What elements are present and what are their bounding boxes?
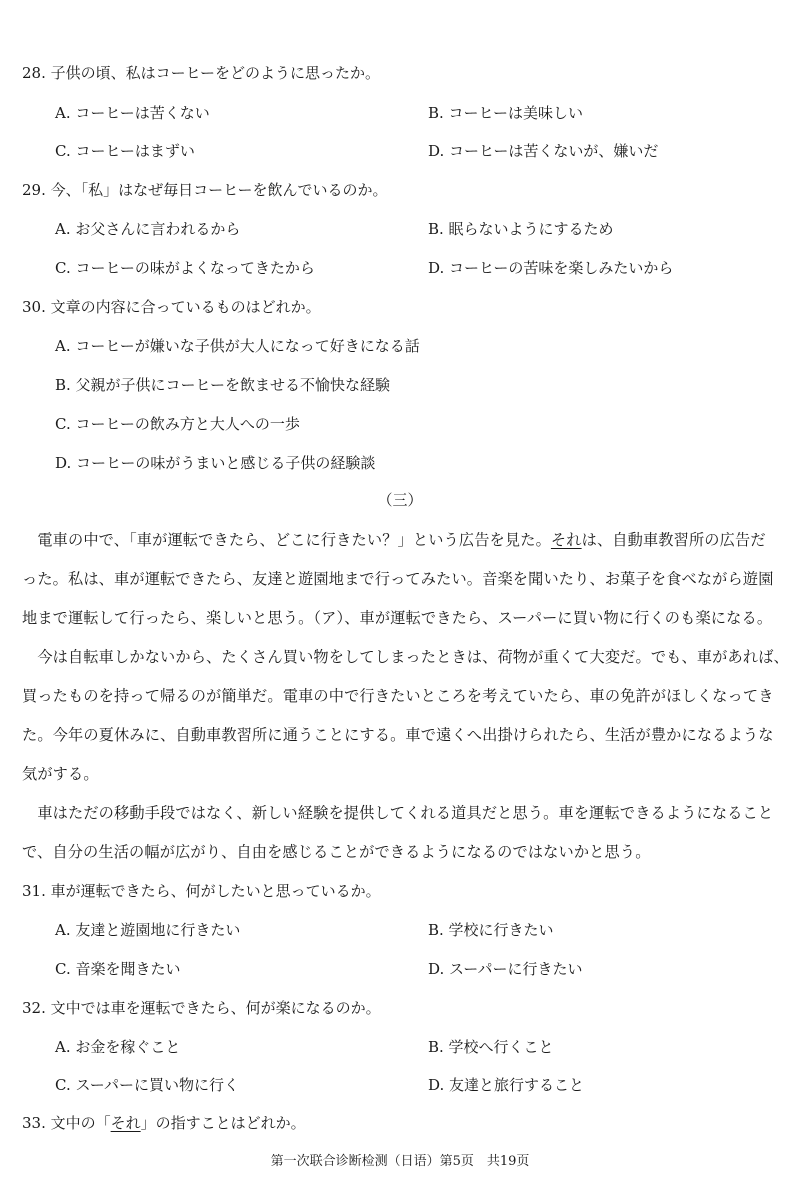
question-text: 」の指すことはどれか。 — [140, 1114, 306, 1132]
question-33 — [22, 1113, 306, 1133]
passage-line — [22, 530, 782, 550]
passage-line: で、自分の生活の幅が広がり、自由を感じることができるようになるのではないかと思う。 — [22, 843, 651, 861]
q32-option-c: C. スーパーに買い物に行く — [55, 1076, 239, 1094]
q29-option-b: B. 眠らないようにするため — [428, 220, 614, 238]
passage-line: た。今年の夏休みに、自動車教習所に通うことにする。車で遠くへ出掛けられたら、生活が豊かになるような — [22, 726, 774, 744]
q32-option-b: B. 学校へ行くこと — [428, 1038, 554, 1056]
passage-line: 気がする。 — [22, 765, 99, 783]
passage-line: 買ったものを持って帰るのが簡単だ。電車の中で行きたいところを考えていたら、車の免許がほしくなってき — [22, 687, 774, 705]
q30-option-c: C. コーヒーの飲み方と大人への一歩 — [55, 415, 300, 433]
question-29: 29. 今、「私」はなぜ毎日コーヒーを飲んでいるのか。 — [22, 181, 388, 199]
q28-option-d: D. コーヒーは苦くないが、嫌いだ — [428, 142, 659, 160]
q31-option-a: A. 友達と遊園地に行きたい — [55, 921, 241, 939]
q31-option-d: D. スーパーに行きたい — [428, 960, 583, 978]
q31-option-b: B. 学校に行きたい — [428, 921, 554, 939]
passage-line: 車はただの移動手段ではなく、新しい経験を提供してくれる道具だと思う。車を運転できるようになること — [22, 804, 774, 822]
question-31: 31. 車が運転できたら、何がしたいと思っているか。 — [22, 882, 381, 900]
q28-option-a: A. コーヒーは苦くない — [55, 104, 210, 122]
passage-text: は、自動車教習所の広告だ — [581, 531, 766, 549]
passage-line: 地まで運転して行ったら、楽しいと思う。（ア）、車が運転できたら、スーパーに買い物に行くのも楽になる。 — [22, 609, 773, 627]
passage-line: 今は自転車しかないから、たくさん買い物をしてしまったときは、荷物が重くて大変だ。でも、車があれば、 — [22, 648, 789, 666]
q31-option-c: C. 音楽を聞きたい — [55, 960, 181, 978]
q30-option-d: D. コーヒーの味がうまいと感じる子供の経験談 — [55, 454, 376, 472]
question-28: 28. 子供の頃、私はコーヒーをどのように思ったか。 — [22, 64, 381, 82]
question-32: 32. 文中では車を運転できたら、何が楽になるのか。 — [22, 999, 381, 1017]
section-title: （三） — [377, 491, 423, 509]
q32-option-d: D. 友達と旅行すること — [428, 1076, 585, 1094]
q29-option-a: A. お父さんに言われるから — [55, 220, 241, 238]
passage-text: 電車の中で、「車が運転できたら、どこに行きたい？」という広告を見た。 — [22, 531, 551, 549]
q30-option-b: B. 父親が子供にコーヒーを飲ませる不愉快な経験 — [55, 376, 390, 394]
q28-option-c: C. コーヒーはまずい — [55, 142, 195, 160]
question-30: 30. 文章の内容に合っているものはどれか。 — [22, 298, 321, 316]
underlined-word-sore: それ — [110, 1114, 141, 1132]
passage-line: った。私は、車が運転できたら、友達と遊園地まで行ってみたい。音楽を聞いたり、お菓子を食べながら遊園 — [22, 570, 774, 588]
q29-option-c: C. コーヒーの味がよくなってきたから — [55, 259, 315, 277]
q32-option-a: A. お金を稼ぐこと — [55, 1038, 181, 1056]
underlined-word-sore: それ — [550, 531, 582, 549]
q30-option-a: A. コーヒーが嫌いな子供が大人になって好きになる話 — [55, 337, 420, 355]
q28-option-b: B. コーヒーは美味しい — [428, 104, 583, 122]
question-text: 33. 文中の「 — [22, 1114, 111, 1132]
q29-option-d: D. コーヒーの苦味を楽しみたいから — [428, 259, 674, 277]
page-footer: 第一次联合诊断检测（日语）第5页 共19页 — [270, 1154, 530, 1169]
